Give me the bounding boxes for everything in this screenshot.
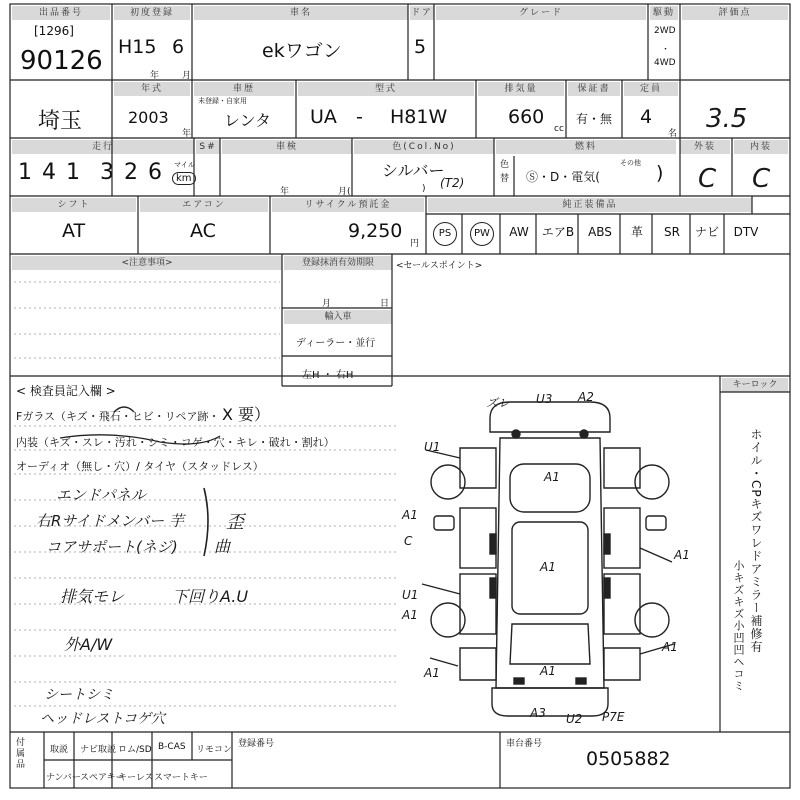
drive-2wd: 2WD <box>654 26 676 36</box>
mileage-unit-km: km <box>172 172 196 185</box>
header-notes: <注意事項> <box>12 256 282 270</box>
note-seat-stain: シートシミ <box>44 687 114 703</box>
header-warranty: 保証書 <box>568 82 620 96</box>
header-score: 評価点 <box>682 6 788 20</box>
equipment-ps: PS <box>428 216 462 248</box>
seats-value: 4 <box>640 106 653 128</box>
first-reg-month-unit: 月 <box>182 71 192 81</box>
header-year: 年式 <box>114 82 190 96</box>
exterior-score: C <box>698 164 717 194</box>
color-change-label: 色替 <box>500 160 510 184</box>
region-value: 埼玉 <box>38 109 83 134</box>
model-code: H81W <box>390 106 448 128</box>
note-end-panel: エンドパネル <box>56 486 146 504</box>
mark-left-rear-u: U1 <box>402 588 419 602</box>
usage-note: 未登録・自家用 <box>198 97 247 105</box>
note-bracket-1: 歪 <box>226 512 244 533</box>
footer-keyless: キーレス <box>118 773 154 783</box>
mark-front-3: A2 <box>578 390 594 404</box>
header-model: 型式 <box>298 82 474 96</box>
header-interior: 内装 <box>734 140 788 154</box>
registration-month: 月 <box>322 299 332 309</box>
model-dash: - <box>356 106 363 128</box>
footer-chassis-label: 車台番号 <box>506 739 543 749</box>
fuel-value: Ⓢ・D・電気( <box>526 170 600 184</box>
aircon-value: AC <box>190 220 216 242</box>
header-recycle-fee: リサイクル預託金 <box>272 198 424 212</box>
footer-accessories-label: 付属品 <box>16 738 26 770</box>
first-reg-year-unit: 年 <box>150 71 160 81</box>
header-fuel: 燃料 <box>496 140 676 154</box>
footer-bcas: B-CAS <box>158 742 186 752</box>
import-dealer: ディーラー・並行 <box>296 338 376 349</box>
mileage-digit-1: 1 <box>18 160 32 185</box>
header-inspection: 車検 <box>222 140 352 154</box>
note-core-support: コアサポート(ネジ) <box>46 538 178 556</box>
header-seats: 定員 <box>624 82 678 96</box>
header-registration: 登録抹消有効期限 <box>284 256 392 270</box>
shift-value: AT <box>62 220 86 242</box>
inspection-close: ) <box>422 184 426 194</box>
equipment-aw: AW <box>509 225 529 239</box>
doors-value: 5 <box>414 36 427 58</box>
color-value: シルバー <box>382 161 445 180</box>
equipment-airbag: エアB <box>541 225 575 239</box>
header-exterior: 外装 <box>680 140 730 154</box>
mark-hood: A1 <box>544 470 560 484</box>
equipment-navi: ナビ <box>694 225 719 239</box>
mark-left-rear-a: A1 <box>402 608 418 622</box>
header-car-name: 車名 <box>194 6 408 20</box>
header-sales-point: <セールスポイント> <box>396 261 483 271</box>
import-steering: 左H ・ 右H <box>302 370 354 381</box>
lot-number: 90126 <box>20 46 103 76</box>
inspector-interior: 内装（キズ・スレ・汚れ・シミ・コゲ・穴・キレ・破れ・割れ） <box>16 436 335 449</box>
lot-site-code: [1296] <box>34 24 74 38</box>
header-shift: シフト <box>12 198 136 212</box>
header-mileage: 走行 <box>12 140 194 154</box>
displacement-unit: cc <box>554 124 564 134</box>
chassis-number: 0505882 <box>586 748 671 770</box>
mark-left-front: U1 <box>424 440 441 454</box>
mileage-digit-3: 1 <box>66 160 80 185</box>
mark-front-2: U3 <box>536 392 553 406</box>
header-usage: 車歴 <box>194 82 294 96</box>
footer-plate: ナンバー <box>46 773 81 783</box>
mileage-digit-6: 6 <box>148 160 162 185</box>
header-import: 輸入車 <box>284 310 392 324</box>
drive-4wd: 4WD <box>654 58 676 68</box>
car-name-value: ekワゴン <box>262 40 342 62</box>
mark-roof: A1 <box>540 560 556 574</box>
drive-dot: ・ <box>661 45 671 55</box>
header-color: 色(Col.No) <box>354 140 494 154</box>
mark-left-door-c: C <box>404 534 413 548</box>
model-year-value: 2003 <box>128 108 169 127</box>
mark-rear-center: A1 <box>540 664 556 678</box>
mark-front-1: ズレ <box>486 396 511 410</box>
mark-rear-bumper-3: P7E <box>602 710 625 724</box>
equipment-sr: SR <box>664 225 680 239</box>
header-displacement: 排気量 <box>478 82 564 96</box>
footer-remote: リモコン <box>196 745 233 755</box>
color-code: (T2) <box>440 176 465 190</box>
warranty-value: 有・無 <box>576 112 613 126</box>
inspection-month-unit: 月( <box>338 187 351 197</box>
header-grade: グレード <box>436 6 646 20</box>
footer-rom-sd: ロム/SD <box>118 745 152 755</box>
note-headrest: ヘッドレストコゲ穴 <box>40 711 166 727</box>
header-equipment: 純正装備品 <box>428 198 752 212</box>
inspector-glass: Fガラス（キズ・飛石・ヒビ・リペア跡・ <box>16 410 220 423</box>
mark-rear-bumper-2: U2 <box>566 712 583 726</box>
inspector-glass-mark: X 要） <box>222 405 271 424</box>
equipment-dtv: DTV <box>733 225 759 239</box>
footer-navi-manual: ナビ取説 <box>80 745 117 755</box>
header-drive: 駆動 <box>650 6 678 20</box>
footer-manual: 取説 <box>50 745 69 755</box>
displacement-value: 660 <box>508 106 545 128</box>
fuel-other-label: その他 <box>620 159 641 167</box>
header-aircon: エアコン <box>140 198 268 212</box>
legend-line-1: ホイル・CPキズワレドアミラー補修有 <box>749 428 763 654</box>
inspection-year-unit: 年 <box>280 187 290 197</box>
mileage-unit-mile: マイル <box>174 161 195 169</box>
first-reg-month: 6 <box>172 36 185 58</box>
mileage-digit-4: 3 <box>100 160 114 185</box>
model-year-unit: 年 <box>182 129 192 139</box>
fuel-close: ) <box>656 162 664 184</box>
mark-left-mirror: A1 <box>402 508 418 522</box>
mileage-digit-2: 4 <box>42 160 56 185</box>
mark-right-rear: A1 <box>662 640 678 654</box>
equipment-pw: PW <box>464 216 500 248</box>
note-side-member: 右Rサイドメンバー 芋 <box>36 512 184 530</box>
header-inspector: < 検査員記入欄 > <box>16 384 116 398</box>
interior-score: C <box>752 164 771 194</box>
footer-reg-no-label: 登録番号 <box>238 739 275 749</box>
header-key-lock: キーロック <box>722 378 788 392</box>
equipment-abs: ABS <box>588 225 612 239</box>
recycle-fee-unit: 円 <box>410 239 420 249</box>
inspector-audio: オーディオ（無し・穴）/ タイヤ（スタッドレス） <box>16 460 264 473</box>
mark-rear-bumper-1: A3 <box>530 706 546 720</box>
mileage-digit-5: 2 <box>124 160 138 185</box>
seats-unit: 名 <box>668 129 678 139</box>
header-s: S# <box>196 140 220 154</box>
footer-spare-key: スペアキー <box>80 773 125 783</box>
legend-line-2: 小キズキズ小凹凹ヘコミ <box>732 560 745 692</box>
registration-day: 日 <box>380 299 390 309</box>
header-first-reg: 初度登録 <box>114 6 190 20</box>
mark-right-door: A1 <box>674 548 690 562</box>
header-lot-no: 出品番号 <box>12 6 110 20</box>
header-doors: ドア <box>411 8 433 18</box>
model-prefix: UA <box>310 106 337 128</box>
score-value: 3.5 <box>706 104 748 134</box>
first-reg-era: H15 <box>118 36 157 58</box>
mark-left-tail: A1 <box>424 666 440 680</box>
note-exterior-aw: 外A/W <box>64 635 113 654</box>
note-bracket-2: 曲 <box>214 537 231 556</box>
usage-value: レンタ <box>224 111 271 130</box>
equipment-leather: 革 <box>630 225 643 239</box>
note-exhaust: 排気モレ 下回りA.U <box>60 587 249 606</box>
recycle-fee-value: 9,250 <box>348 220 403 242</box>
footer-smart-key: スマートキー <box>154 773 208 783</box>
